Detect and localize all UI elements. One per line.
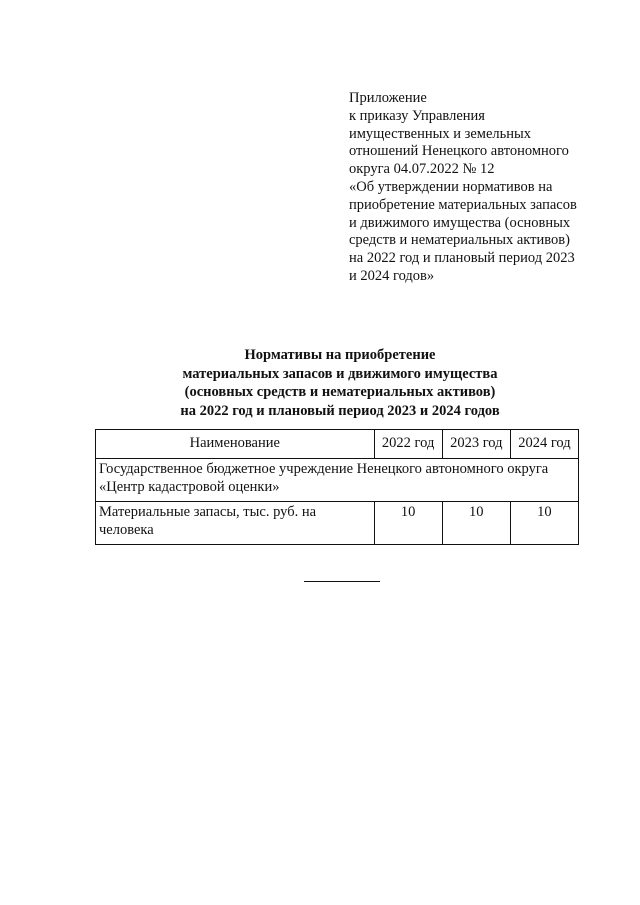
item-name: Материальные запасы, тыс. руб. на человека	[96, 502, 375, 545]
value-2024: 10	[510, 502, 578, 545]
appendix-line: средств и нематериальных активов)	[349, 232, 570, 249]
appendix-line: «Об утверждении нормативов на	[349, 178, 553, 195]
table-header-row	[96, 430, 579, 459]
title-line: (основных средств и нематериальных активов)	[184, 384, 496, 400]
title-line: материальных запасов и движимого имущества	[182, 365, 498, 382]
title-line: Нормативы на приобретение	[244, 347, 436, 363]
organization-name: Государственное бюджетное учреждение Ненецкого автономного округа «Центр кадастровой оценки»	[96, 459, 579, 502]
appendix-line: на 2022 год и плановый период 2023	[349, 250, 575, 267]
appendix-line: приобретение материальных запасов	[349, 196, 577, 213]
header-2022: 2022 год	[374, 430, 442, 459]
header-2024: 2024 год	[510, 430, 578, 459]
norms-table	[95, 429, 579, 545]
appendix-line: отношений Ненецкого автономного	[349, 143, 569, 160]
document-title	[95, 346, 585, 420]
appendix-line: и 2024 годов»	[349, 267, 435, 284]
appendix-line: и движимого имущества (основных	[349, 214, 571, 231]
table-row	[96, 502, 579, 545]
appendix-line: округа 04.07.2022 № 12	[349, 161, 495, 178]
header-2023: 2023 год	[442, 430, 510, 459]
header-name: Наименование	[96, 430, 375, 459]
end-separator-line	[304, 581, 380, 582]
appendix-line: имущественных и земельных	[349, 125, 532, 142]
title-line: на 2022 год и плановый период 2023 и 2024 годов	[180, 402, 500, 419]
appendix-note	[349, 90, 599, 286]
appendix-line: Приложение	[349, 90, 427, 106]
value-2023: 10	[442, 502, 510, 545]
value-2022: 10	[374, 502, 442, 545]
appendix-line: к приказу Управления	[349, 107, 485, 124]
organization-row	[96, 459, 579, 502]
